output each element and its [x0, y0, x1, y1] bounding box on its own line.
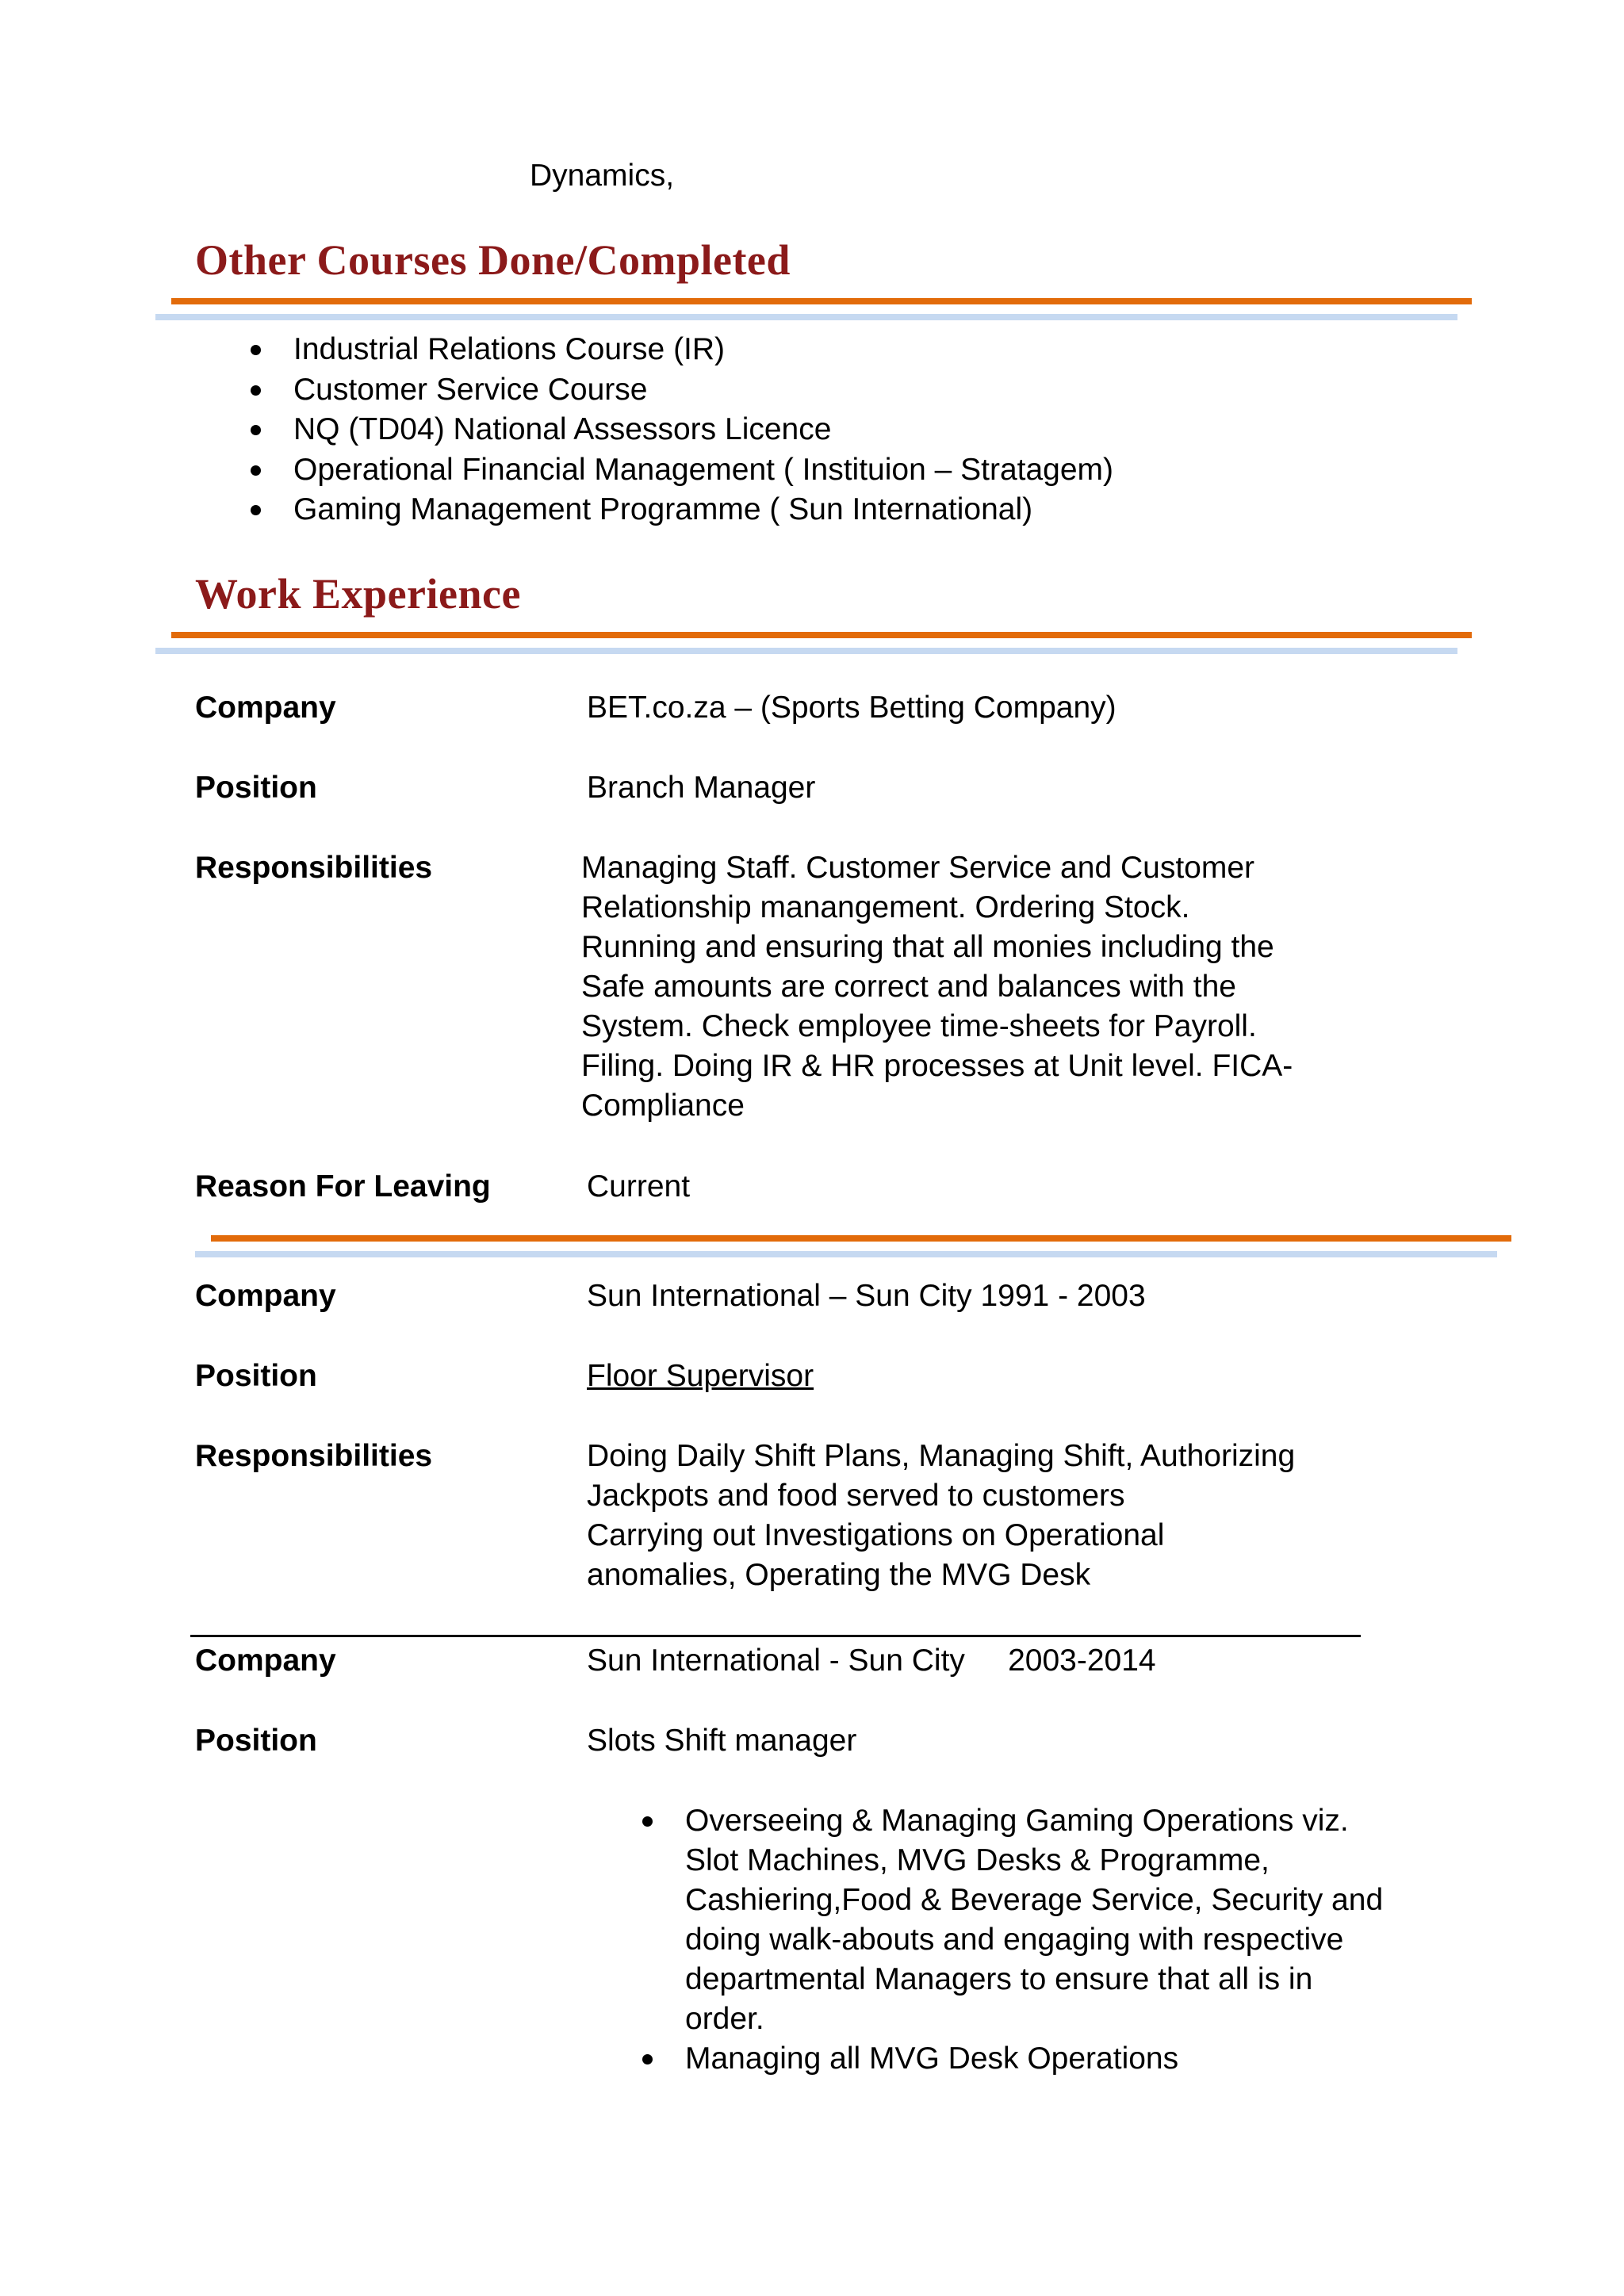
bullet-icon — [642, 1816, 653, 1827]
course-item: Industrial Relations Course (IR) — [293, 330, 1113, 370]
job2-company-value: Sun International – Sun City 1991 - 2003 — [587, 1279, 1146, 1313]
job1-company-label: Company — [195, 691, 336, 725]
courses-rule-blue — [155, 314, 1457, 320]
job3-duties-list — [685, 1801, 1383, 2079]
bullet-icon — [251, 465, 261, 476]
bullet-icon — [251, 505, 261, 515]
bullet-icon — [251, 385, 261, 396]
courses-list — [293, 330, 1113, 530]
job1-responsibilities-label: Responsibilities — [195, 851, 433, 885]
job3-position-label: Position — [195, 1724, 317, 1758]
job1-responsibilities-text: Managing Staff. Customer Service and Customer Relationship manangement. Ordering Stock. Running and ensuring that all monies including the Safe amounts are correct and balances with the System. Check employee time-sheets for Payroll. Filing. Doing IR & HR processes at Unit level. FICA- Compliance — [581, 851, 1293, 1123]
job3-company-label: Company — [195, 1644, 336, 1678]
job1-company-value: BET.co.za – (Sports Betting Company) — [587, 691, 1116, 725]
job-separator-black — [190, 1635, 1361, 1637]
work-heading: Work Experience — [195, 570, 521, 618]
bullet-icon — [642, 2054, 653, 2064]
bullet-icon — [251, 425, 261, 435]
duty-item: Managing all MVG Desk Operations — [685, 2039, 1383, 2079]
job3-position-value: Slots Shift manager — [587, 1724, 857, 1758]
bullet-icon — [251, 345, 261, 355]
course-item: NQ (TD04) National Assessors Licence — [293, 410, 1113, 450]
courses-heading: Other Courses Done/Completed — [195, 236, 791, 284]
job-separator-blue — [195, 1251, 1497, 1257]
job2-position-value: Floor Supervisor — [587, 1359, 814, 1393]
job1-reason-value: Current — [587, 1169, 691, 1203]
job-separator-orange — [211, 1235, 1511, 1242]
duty-item: Overseeing & Managing Gaming Operations viz. Slot Machines, MVG Desks & Programme, Cashiering,Food & Beverage Service, Security and doing walk-abouts and engaging with respective departmental Managers to ensure that all is in order. — [685, 1801, 1383, 2039]
work-rule-orange — [171, 632, 1472, 638]
course-item: Customer Service Course — [293, 370, 1113, 411]
course-item: Gaming Management Programme ( Sun International) — [293, 490, 1113, 530]
job1-position-label: Position — [195, 771, 317, 805]
work-rule-blue — [155, 648, 1457, 654]
courses-rule-orange — [171, 298, 1472, 304]
job2-responsibilities-label: Responsibilities — [195, 1439, 433, 1473]
job2-responsibilities-text: Doing Daily Shift Plans, Managing Shift, Authorizing Jackpots and food served to customers Carrying out Investigations on Operational anomalies, Operating the MVG Desk — [587, 1439, 1296, 1592]
job1-reason-label: Reason For Leaving — [195, 1169, 491, 1203]
job2-position-label: Position — [195, 1359, 317, 1393]
course-item: Operational Financial Management ( Instituion – Stratagem) — [293, 450, 1113, 491]
job2-company-label: Company — [195, 1279, 336, 1313]
top-fragment-text: Dynamics, — [530, 159, 675, 193]
job3-company-value: Sun International - Sun City 2003-2014 — [587, 1644, 1156, 1678]
job1-position-value: Branch Manager — [587, 771, 816, 805]
